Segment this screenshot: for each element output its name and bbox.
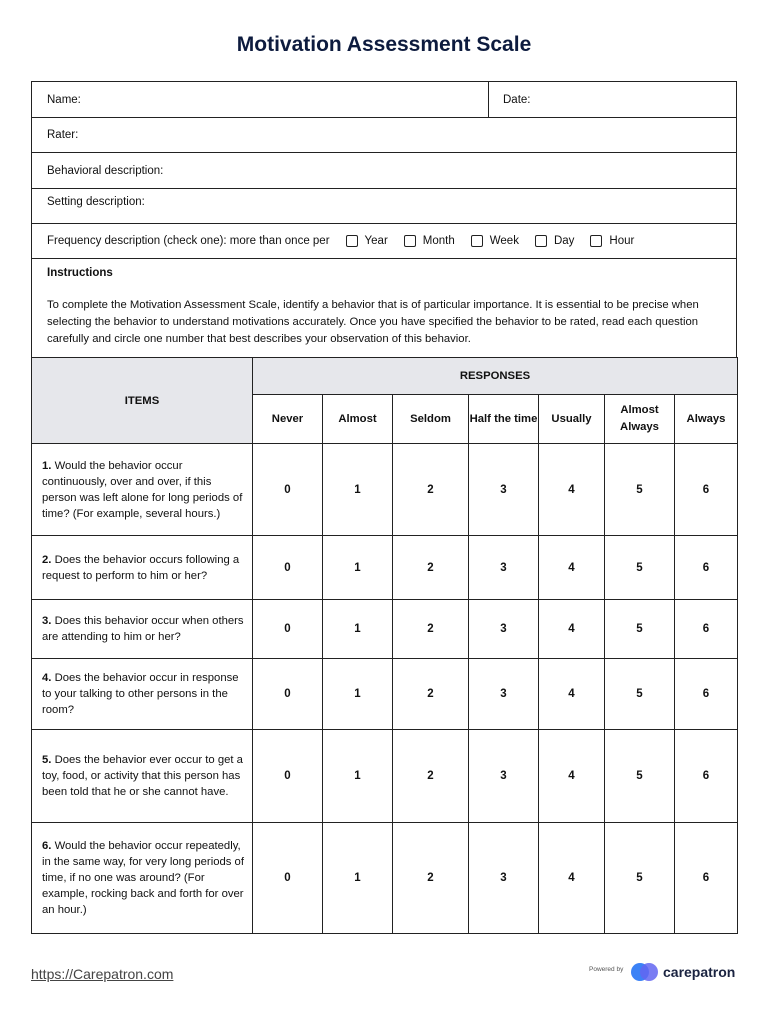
response-option[interactable]: 2: [393, 444, 469, 536]
frequency-option-month[interactable]: Month: [404, 235, 455, 247]
response-option[interactable]: 0: [253, 444, 323, 536]
frequency-label: Frequency description (check one): more than once per: [47, 235, 330, 247]
checkbox-icon[interactable]: [471, 235, 483, 247]
checkbox-icon[interactable]: [404, 235, 416, 247]
setting-description-label: Setting description:: [47, 196, 145, 208]
response-option[interactable]: 6: [675, 536, 738, 600]
response-option[interactable]: 4: [539, 730, 605, 823]
response-option[interactable]: 4: [539, 536, 605, 600]
frequency-option-year[interactable]: Year: [346, 235, 388, 247]
name-field[interactable]: [32, 82, 489, 117]
item-number: 4.: [42, 672, 52, 684]
response-option[interactable]: 6: [675, 823, 738, 934]
behavioral-description-label: Behavioral description:: [47, 164, 164, 177]
response-option[interactable]: 4: [539, 823, 605, 934]
item-number: 2.: [42, 553, 52, 566]
item-question: [32, 823, 253, 934]
column-header: Seldom: [393, 395, 469, 444]
response-option[interactable]: 3: [469, 659, 539, 730]
item-text: Would the behavior occur repeatedly, in the same way, for very long periods of time, if no one was around? (For example, rocking back and forth for over an hour.): [42, 840, 244, 916]
item-question: [32, 444, 253, 536]
column-header: Half the time: [469, 395, 539, 444]
response-option[interactable]: 0: [253, 659, 323, 730]
column-header: Almost: [323, 395, 393, 444]
frequency-option-week[interactable]: Week: [471, 235, 519, 247]
instructions-text: To complete the Motivation Assessment Scale, identify a behavior that is of particular importance. It is essential to be precise when selecting the behavior to understand motivations accurately. Once you have specified the behavior to be rated, read each question carefully and circle one number that best describes your observation of this behavior.: [47, 299, 699, 345]
response-option[interactable]: 5: [605, 730, 675, 823]
brand-name: carepatron: [663, 964, 736, 980]
response-option[interactable]: 1: [323, 730, 393, 823]
name-label: Name:: [47, 93, 81, 106]
response-option[interactable]: 2: [393, 659, 469, 730]
item-text: Does the behavior occur in response to your talking to other persons in the room?: [42, 672, 239, 716]
response-option[interactable]: 4: [539, 659, 605, 730]
response-option[interactable]: 0: [253, 600, 323, 659]
column-header: Usually: [539, 395, 605, 444]
response-option[interactable]: 2: [393, 600, 469, 659]
response-option[interactable]: 1: [323, 823, 393, 934]
assessment-table: [31, 357, 738, 934]
response-option[interactable]: 5: [605, 600, 675, 659]
response-option[interactable]: 4: [539, 444, 605, 536]
table-row: [32, 659, 738, 730]
item-question: [32, 536, 253, 600]
response-option[interactable]: 3: [469, 536, 539, 600]
response-option[interactable]: 1: [323, 536, 393, 600]
response-option[interactable]: 6: [675, 730, 738, 823]
response-option[interactable]: 0: [253, 823, 323, 934]
response-option[interactable]: 3: [469, 444, 539, 536]
item-question: [32, 600, 253, 659]
response-option[interactable]: 1: [323, 444, 393, 536]
response-option[interactable]: 0: [253, 536, 323, 600]
response-option[interactable]: 5: [605, 823, 675, 934]
response-option[interactable]: 2: [393, 823, 469, 934]
item-text: Does this behavior occur when others are attending to him or her?: [42, 615, 244, 643]
response-option[interactable]: 4: [539, 600, 605, 659]
items-header: ITEMS: [32, 358, 253, 444]
response-option[interactable]: 5: [605, 659, 675, 730]
item-text: Does the behavior occurs following a request to perform to him or her?: [42, 553, 240, 582]
column-header: Always: [675, 395, 738, 444]
response-option[interactable]: 1: [323, 600, 393, 659]
item-number: 6.: [42, 840, 52, 852]
item-question: [32, 730, 253, 823]
rater-field[interactable]: [32, 118, 736, 153]
response-option[interactable]: 5: [605, 536, 675, 600]
frequency-option-day[interactable]: Day: [535, 235, 574, 247]
response-option[interactable]: 2: [393, 536, 469, 600]
response-option[interactable]: 0: [253, 730, 323, 823]
carepatron-link[interactable]: https://Carepatron.com: [31, 966, 174, 982]
response-option[interactable]: 6: [675, 659, 738, 730]
page-title: Motivation Assessment Scale: [236, 33, 532, 56]
frequency-row: [32, 224, 736, 259]
instructions-title: Instructions: [47, 267, 113, 279]
item-number: 1.: [42, 459, 52, 472]
table-row: [32, 536, 738, 600]
date-label: Date:: [503, 93, 531, 106]
item-number: 3.: [42, 615, 52, 627]
checkbox-icon[interactable]: [590, 235, 602, 247]
header-form: [31, 81, 737, 360]
response-option[interactable]: 2: [393, 730, 469, 823]
table-row: [32, 600, 738, 659]
instructions-section: [32, 259, 736, 360]
response-option[interactable]: 1: [323, 659, 393, 730]
table-row: [32, 730, 738, 823]
responses-header: RESPONSES: [253, 358, 738, 395]
column-header: Never: [253, 395, 323, 444]
item-text: Would the behavior occur continuously, over and over, if this person was left alone for long periods of time? (For example, several hours.): [42, 459, 243, 520]
carepatron-logo-icon: [630, 962, 660, 982]
table-row: [32, 823, 738, 934]
setting-description-field[interactable]: [32, 189, 736, 224]
response-option[interactable]: 5: [605, 444, 675, 536]
item-text: Does the behavior ever occur to get a toy, food, or activity that this person has been told that he or she cannot have.: [42, 754, 243, 798]
behavioral-description-field[interactable]: [32, 153, 736, 189]
column-header: Almost Always: [605, 395, 675, 444]
table-row: [32, 444, 738, 536]
checkbox-icon[interactable]: [346, 235, 358, 247]
carepatron-logo[interactable]: [630, 962, 735, 982]
frequency-option-hour[interactable]: Hour: [590, 235, 634, 247]
powered-by-text: Powered by: [589, 966, 624, 973]
checkbox-icon[interactable]: [535, 235, 547, 247]
response-option[interactable]: 6: [675, 444, 738, 536]
response-option[interactable]: 3: [469, 600, 539, 659]
rater-label: Rater:: [47, 129, 79, 141]
item-number: 5.: [42, 754, 52, 766]
date-field[interactable]: [489, 94, 531, 106]
response-option[interactable]: 3: [469, 730, 539, 823]
response-option[interactable]: 3: [469, 823, 539, 934]
response-option[interactable]: 6: [675, 600, 738, 659]
item-question: [32, 659, 253, 730]
name-date-row: [32, 82, 736, 118]
